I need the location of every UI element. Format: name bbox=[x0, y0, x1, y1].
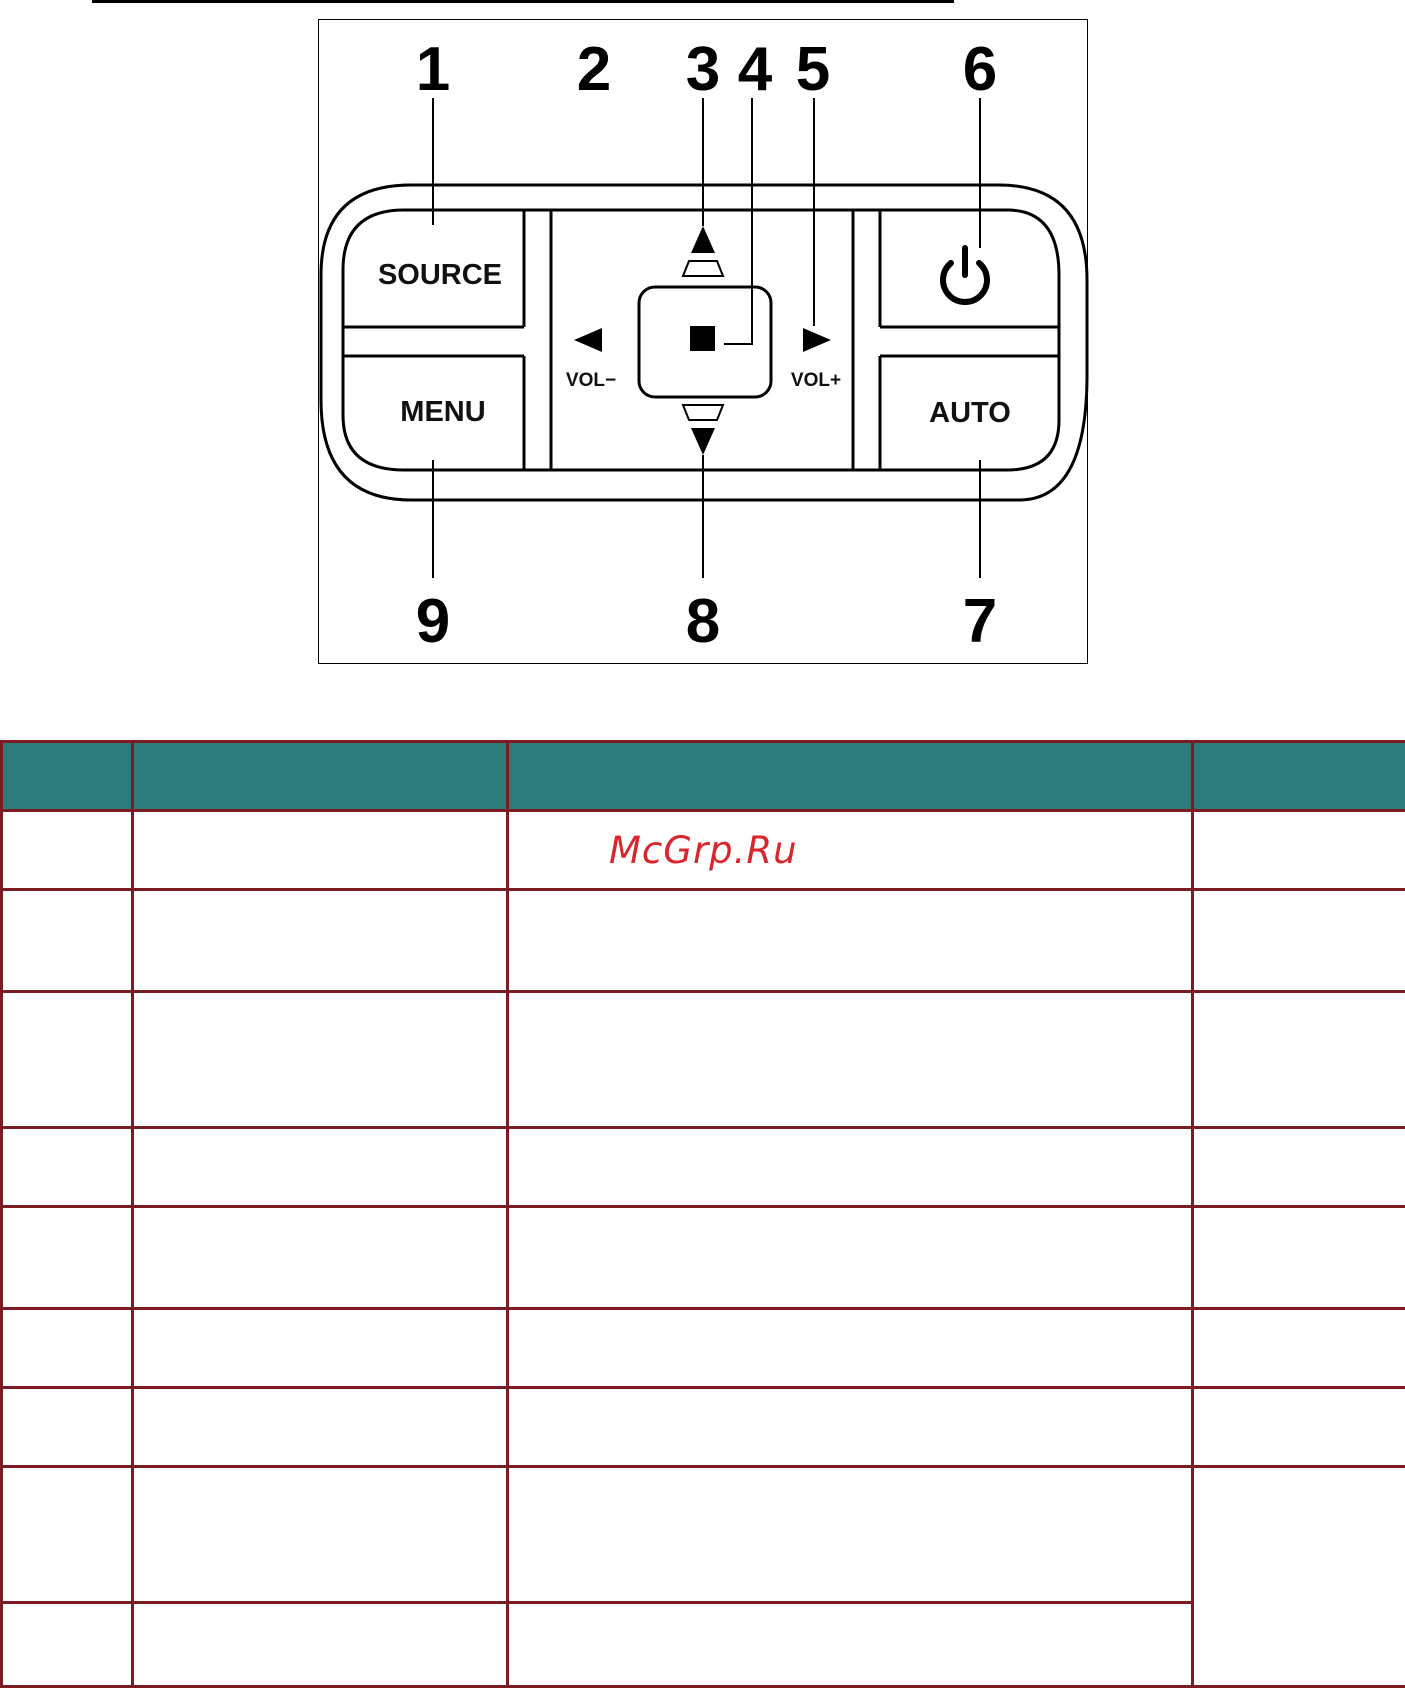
vol-minus-label: VOL− bbox=[566, 370, 616, 391]
auto-button-label: AUTO bbox=[929, 397, 1011, 429]
table-row bbox=[2, 1467, 1405, 1603]
callout-6: 6 bbox=[963, 35, 997, 104]
table-row bbox=[2, 1128, 1405, 1207]
callout-3: 3 bbox=[686, 35, 720, 104]
callout-7: 7 bbox=[963, 587, 997, 656]
source-button-label: SOURCE bbox=[378, 259, 502, 291]
controls-table bbox=[0, 740, 1405, 1688]
callout-2: 2 bbox=[577, 35, 611, 104]
callout-4: 4 bbox=[738, 35, 773, 104]
table-row bbox=[2, 1388, 1405, 1467]
table-row bbox=[2, 1207, 1405, 1309]
callout-1: 1 bbox=[416, 35, 450, 104]
enter-square-icon bbox=[690, 326, 715, 351]
table-row bbox=[2, 811, 1405, 890]
table-row bbox=[2, 890, 1405, 992]
up-arrow-icon bbox=[691, 226, 715, 253]
table-header-cell bbox=[2, 742, 133, 811]
top-rule bbox=[92, 0, 954, 3]
watermark-text: McGrp.Ru bbox=[509, 829, 1191, 872]
callout-5: 5 bbox=[796, 35, 830, 104]
table-row bbox=[2, 1309, 1405, 1388]
left-arrow-icon bbox=[574, 328, 602, 352]
right-arrow-icon bbox=[803, 328, 831, 352]
down-arrow-icon bbox=[691, 428, 715, 455]
control-panel-diagram bbox=[318, 19, 1088, 664]
callout-8: 8 bbox=[686, 587, 720, 656]
callout-9: 9 bbox=[416, 587, 450, 656]
table-row bbox=[2, 992, 1405, 1128]
table-header-row bbox=[2, 742, 1405, 811]
power-icon bbox=[943, 248, 987, 302]
vol-plus-label: VOL+ bbox=[791, 370, 841, 391]
table-header-cell bbox=[1193, 742, 1405, 811]
table-header-cell bbox=[508, 742, 1193, 811]
table-header-cell bbox=[133, 742, 508, 811]
menu-button-label: MENU bbox=[400, 396, 485, 428]
